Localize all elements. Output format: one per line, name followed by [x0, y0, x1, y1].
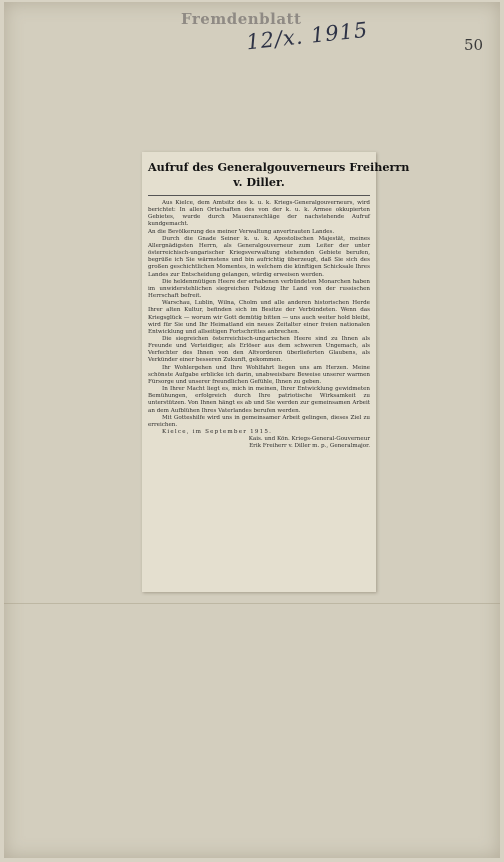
- article-paragraph: Die heldenmütigen Heere der erhabenen verbündeten Monarchen haben im unwiderstehlichen siegreichen Feldzug Ihr Land von der russischen Herrschaft befreit.: [148, 278, 370, 300]
- fold-line: [4, 603, 500, 604]
- article-paragraph: Durch die Gnade Seiner k. u. k. Apostolischen Majestät, meines Allergnädigsten Herrn, als Generalgouverneur zum Leiter der unter österreichisch-ungarischer Kriegsverwaltung stehenden Gebiete berufen, begrüße ich Sie wärmstens und bin aufrichtig überzeugt, daß Sie sich des großen geschichtlichen Momentes, in welchem die künftigen Schicksale Ihres Landes zur Entscheidung gelangen, würdig erweisen werden.: [148, 235, 370, 278]
- newspaper-clipping: [142, 152, 410, 592]
- headline-line-2: v. Diller.: [233, 175, 285, 189]
- newspaper-stamp: Fremdenblatt: [181, 10, 302, 28]
- page-number: 50: [464, 36, 484, 54]
- article-paragraph: Aus Kielce, dem Amtsitz des k. u. k. Kriegs-Generalgouverneurs, wird berichtet: In allen Ortschaften des von der k. u. k. Armee okkupierten Gebietes, wurde durch Maueranschläge der nachstehende Aufruf kundgemacht.: [148, 200, 370, 228]
- article-headline: [148, 160, 410, 190]
- article-paragraph: An die Bevölkerung des meiner Verwaltung anvertrauten Landes.: [148, 228, 335, 235]
- article-paragraph: Die siegreichen österreichisch-ungarischen Heere sind zu Ihnen als Freunde und Verteidiger, als Erlöser aus dem schweren Ungemach, als Verfechter des Ihnen von den Altvorderen überlieferten Glaubens, als Verkünder einer besseren Zukunft, gekommen.: [148, 335, 370, 364]
- article-dateline: Kielce, im September 1915.: [162, 429, 273, 435]
- headline-line-1: Aufruf des Generalgouverneurs Freiherrn: [148, 160, 410, 174]
- handwritten-date: 12/x. 1915: [245, 17, 370, 55]
- article-body: [148, 200, 370, 450]
- article-paragraph: In Ihrer Macht liegt es, mich in meinen, Ihrer Entwicklung gewidmeten Bemühungen, erfolgreich durch Ihre patriotische Wirksamkeit zu unterstützen. Von Ihnen hängt es ab und Sie werden zur gemeinsamen Arbeit an dem Aufblühen Ihres Vaterlandes berufen werden.: [148, 386, 370, 414]
- article-paragraph: Ihr Wohlergehen und Ihre Wohlfahrt liegen uns am Herzen. Meine schönste Aufgabe erblicke ich darin, unabweisbare Beweise unserer warmen Fürsorge und unserer freundlichen Gefühle, Ihnen zu geben.: [148, 364, 370, 385]
- signature-title: Kais. und Kön. Kriegs-General-Gouverneur: [248, 436, 370, 443]
- headline-divider: [148, 195, 370, 196]
- article-paragraph: Warschau, Lublin, Wilna, Cholm und alle anderen historischen Herde Ihrer alten Kultur, befinden sich im Besitze der Verbündeten. Wenn das Kriegsglück — worum wir Gott demütig bitten — uns auch weiter hold bleibt, wird für Sie und Ihr Heimatland ein neues Zeitalter einer freien nationalen Entwicklung und allseitigen Fortschrittes anbrechen.: [148, 300, 370, 335]
- article-paragraph: Mit Gotteshilfe wird uns in gemeinsamer Arbeit gelingen, dieses Ziel zu erreichen.: [148, 414, 370, 428]
- signature-name: Erik Freiherr v. Diller m. p., Generalmajor.: [249, 443, 370, 450]
